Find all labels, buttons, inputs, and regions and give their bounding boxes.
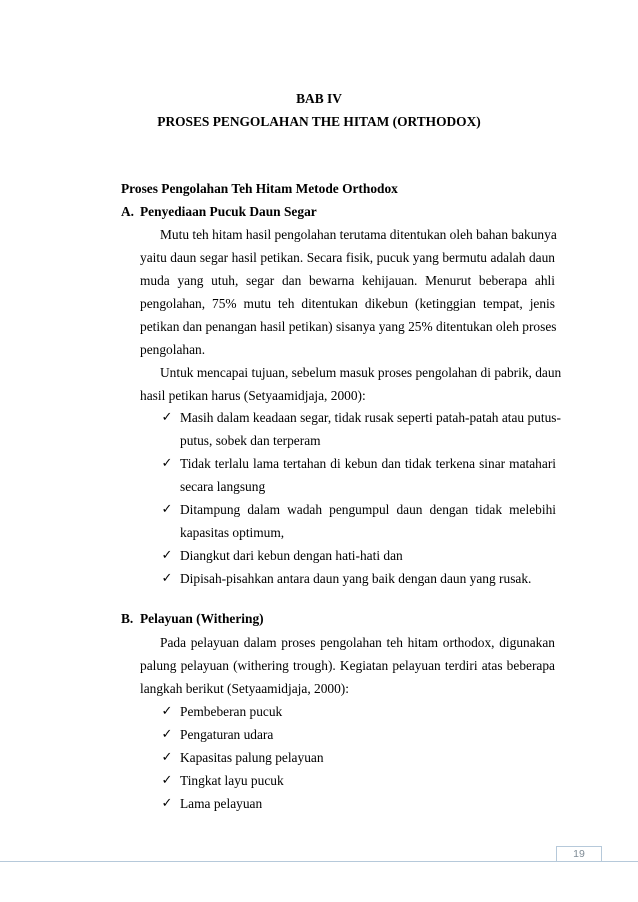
checklist-item-text: Ditampung dalam wadah pengumpul daun dengan tidak melebihi [180, 502, 556, 517]
section-b-p1-line: Pada pelayuan dalam proses pengolahan teh hitam orthodox, digunakan [160, 635, 555, 650]
section-b-letter: B. [121, 611, 134, 626]
check-icon: ✓ [161, 456, 173, 471]
section-b-p1-line: langkah berikut (Setyaamidjaja, 2000): [140, 681, 349, 696]
checklist-item-text: Tidak terlalu lama tertahan di kebun dan tidak terkena sinar matahari [180, 456, 556, 471]
check-icon: ✓ [161, 502, 173, 517]
page-number: 19 [556, 846, 602, 862]
checklist-item-text: putus, sobek dan terperam [180, 433, 321, 448]
checklist-item-text: kapasitas optimum, [180, 525, 285, 540]
checklist-item-text: Tingkat layu pucuk [180, 773, 284, 788]
section-a-letter: A. [121, 204, 135, 219]
checklist-item-text: Kapasitas palung pelayuan [180, 750, 324, 765]
check-icon: ✓ [161, 796, 173, 811]
checklist-item-text: Pengaturan udara [180, 727, 274, 742]
section-a-p2-line: Untuk mencapai tujuan, sebelum masuk proses pengolahan di pabrik, daun [160, 365, 562, 380]
section-a-p1-line: petikan dan penangan hasil petikan) sisanya yang 25% ditentukan oleh proses [140, 319, 557, 334]
chapter-label: BAB IV [296, 91, 342, 106]
check-icon: ✓ [161, 571, 173, 586]
checklist-item-text: Diangkut dari kebun dengan hati-hati dan [180, 548, 403, 563]
checklist-item-text: Masih dalam keadaan segar, tidak rusak seperti patah-patah atau putus- [180, 410, 561, 425]
check-icon: ✓ [161, 704, 173, 719]
section-b-p1-line: palung pelayuan (withering trough). Kegiatan pelayuan terdiri atas beberapa [140, 658, 555, 673]
section-b-title: Pelayuan (Withering) [140, 611, 264, 626]
check-icon: ✓ [161, 727, 173, 742]
section-heading: Proses Pengolahan Teh Hitam Metode Orthodox [121, 181, 398, 196]
section-a-p1-line: yaitu daun segar hasil petikan. Secara fisik, pucuk yang bermutu adalah daun [140, 250, 555, 265]
checklist-item-text: Dipisah-pisahkan antara daun yang baik dengan daun yang rusak. [180, 571, 532, 586]
check-icon: ✓ [161, 773, 173, 788]
footer-rule [0, 861, 638, 862]
check-icon: ✓ [161, 750, 173, 765]
section-a-p1-line: muda yang utuh, segar dan bewarna kehijauan. Menurut beberapa ahli [140, 273, 555, 288]
checklist-item-text: Lama pelayuan [180, 796, 263, 811]
check-icon: ✓ [161, 410, 173, 425]
section-a-p1-line: Mutu teh hitam hasil pengolahan terutama ditentukan oleh bahan bakunya [160, 227, 557, 242]
check-icon: ✓ [161, 548, 173, 563]
section-a-p1-line: pengolahan. [140, 342, 206, 357]
chapter-title: PROSES PENGOLAHAN THE HITAM (ORTHODOX) [157, 114, 481, 129]
section-a-p1-line: pengolahan, 75% mutu teh ditentukan dikebun (ketinggian tempat, jenis [140, 296, 555, 311]
section-a-title: Penyediaan Pucuk Daun Segar [140, 204, 317, 219]
checklist-item-text: Pembeberan pucuk [180, 704, 283, 719]
checklist-item-text: secara langsung [180, 479, 266, 494]
section-a-p2-line: hasil petikan harus (Setyaamidjaja, 2000): [140, 388, 366, 403]
